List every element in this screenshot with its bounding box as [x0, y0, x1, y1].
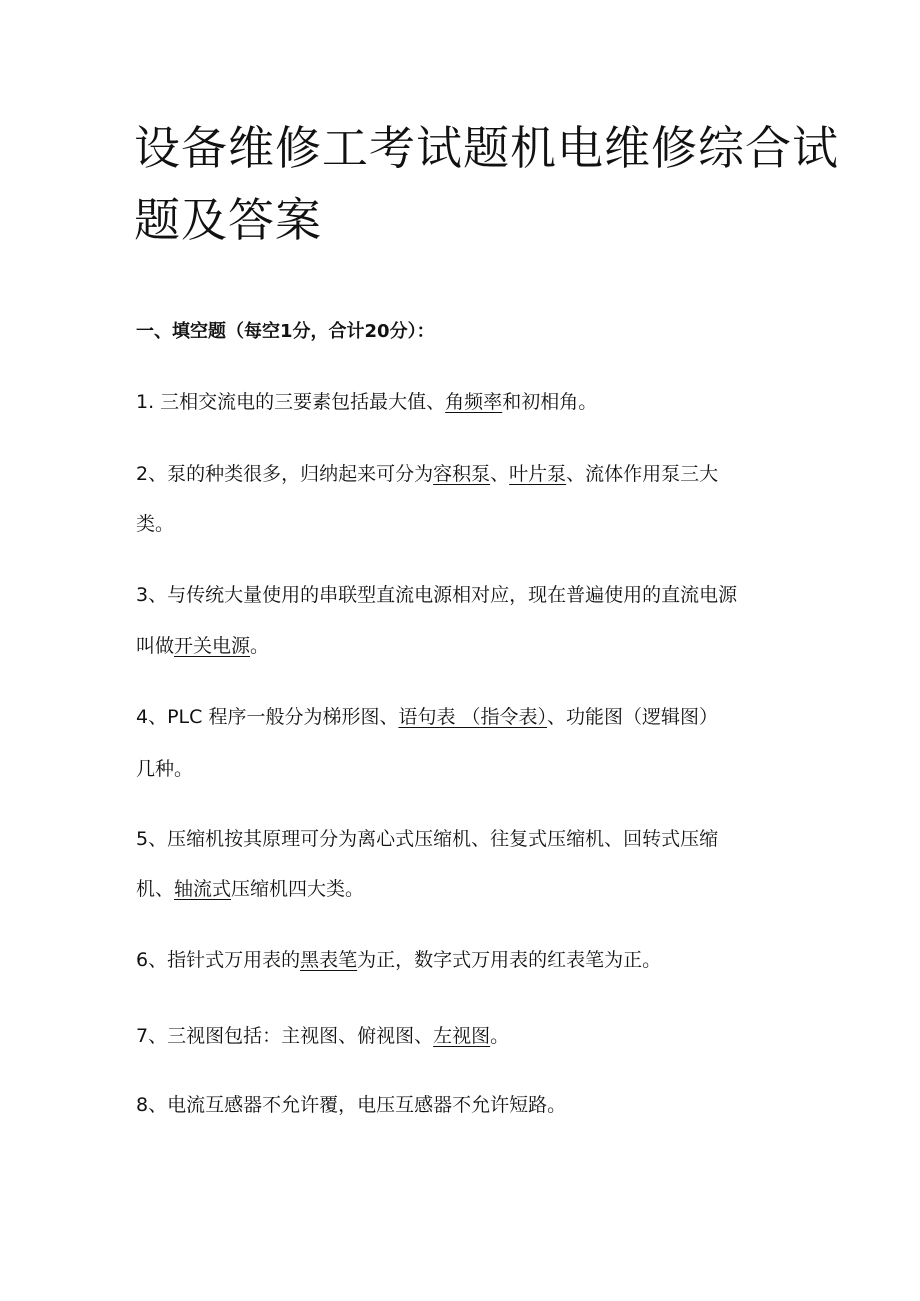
question-2-line-2 [136, 510, 174, 538]
q3-text-c: 。 [250, 635, 270, 657]
question-4-line-1 [136, 703, 718, 731]
q4-text-a: 4、PLC 程序一般分为梯形图、 [136, 706, 399, 728]
q7-text-a: 7、三视图包括：主视图、俯视图、 [136, 1025, 434, 1047]
question-5-line-1 [136, 825, 718, 853]
q3-answer-1: 开关电源 [174, 635, 251, 657]
q4-text-b: 、功能图（逻辑图） [547, 706, 719, 728]
section-heading: 一、填空题（每空1分，合计20分）： [136, 321, 435, 342]
q2-text-d: 类。 [136, 513, 175, 535]
q4-text-c: 几种。 [136, 758, 194, 780]
q5-text-c: 压缩机四大类。 [231, 878, 365, 900]
q2-answer-1: 容积泵 [433, 463, 491, 485]
q5-text-a: 5、压缩机按其原理可分为离心式压缩机、往复式压缩机、回转式压缩 [136, 828, 719, 850]
q2-text-c: 、流体作用泵三大 [566, 463, 719, 485]
q6-text-b: 为正，数字式万用表的红表笔为正。 [357, 949, 662, 971]
q7-answer-1: 左视图 [433, 1025, 491, 1047]
q1-answer-1: 角频率 [445, 391, 503, 413]
question-7 [136, 1022, 509, 1050]
q2-text-a: 2、泵的种类很多，归纳起来可分为 [136, 463, 434, 485]
question-3-line-1 [136, 581, 737, 609]
q2-answer-2: 叶片泵 [509, 463, 567, 485]
q4-answer-1: 语句表 （指令表） [398, 706, 547, 728]
q7-text-b: 。 [490, 1025, 510, 1047]
question-2-line-1 [136, 460, 718, 488]
q3-text-b: 叫做 [136, 635, 175, 657]
question-1 [136, 388, 597, 416]
q3-text-a: 3、与传统大量使用的串联型直流电源相对应，现在普遍使用的直流电源 [136, 584, 738, 606]
q1-text-b: 和初相角。 [502, 391, 598, 413]
question-8 [136, 1091, 566, 1119]
q6-text-a: 6、指针式万用表的 [136, 949, 301, 971]
q5-text-b: 机、 [136, 878, 175, 900]
question-3-line-2 [136, 632, 269, 660]
question-5-line-2 [136, 875, 364, 903]
q1-text-a: 1. 三相交流电的三要素包括最大值、 [136, 391, 446, 413]
q8-text-a: 8、电流互感器不允许覆，电压互感器不允许短路。 [136, 1094, 567, 1116]
q6-answer-1: 黑表笔 [300, 949, 358, 971]
question-4-line-2 [136, 755, 193, 783]
q2-text-b: 、 [490, 463, 510, 485]
question-6 [136, 946, 661, 974]
title-line-1: 设备维修工考试题机电维修综合试 [134, 121, 839, 175]
document-title [134, 112, 839, 256]
q5-answer-1: 轴流式 [174, 878, 232, 900]
title-line-2: 题及答案 [134, 193, 322, 247]
